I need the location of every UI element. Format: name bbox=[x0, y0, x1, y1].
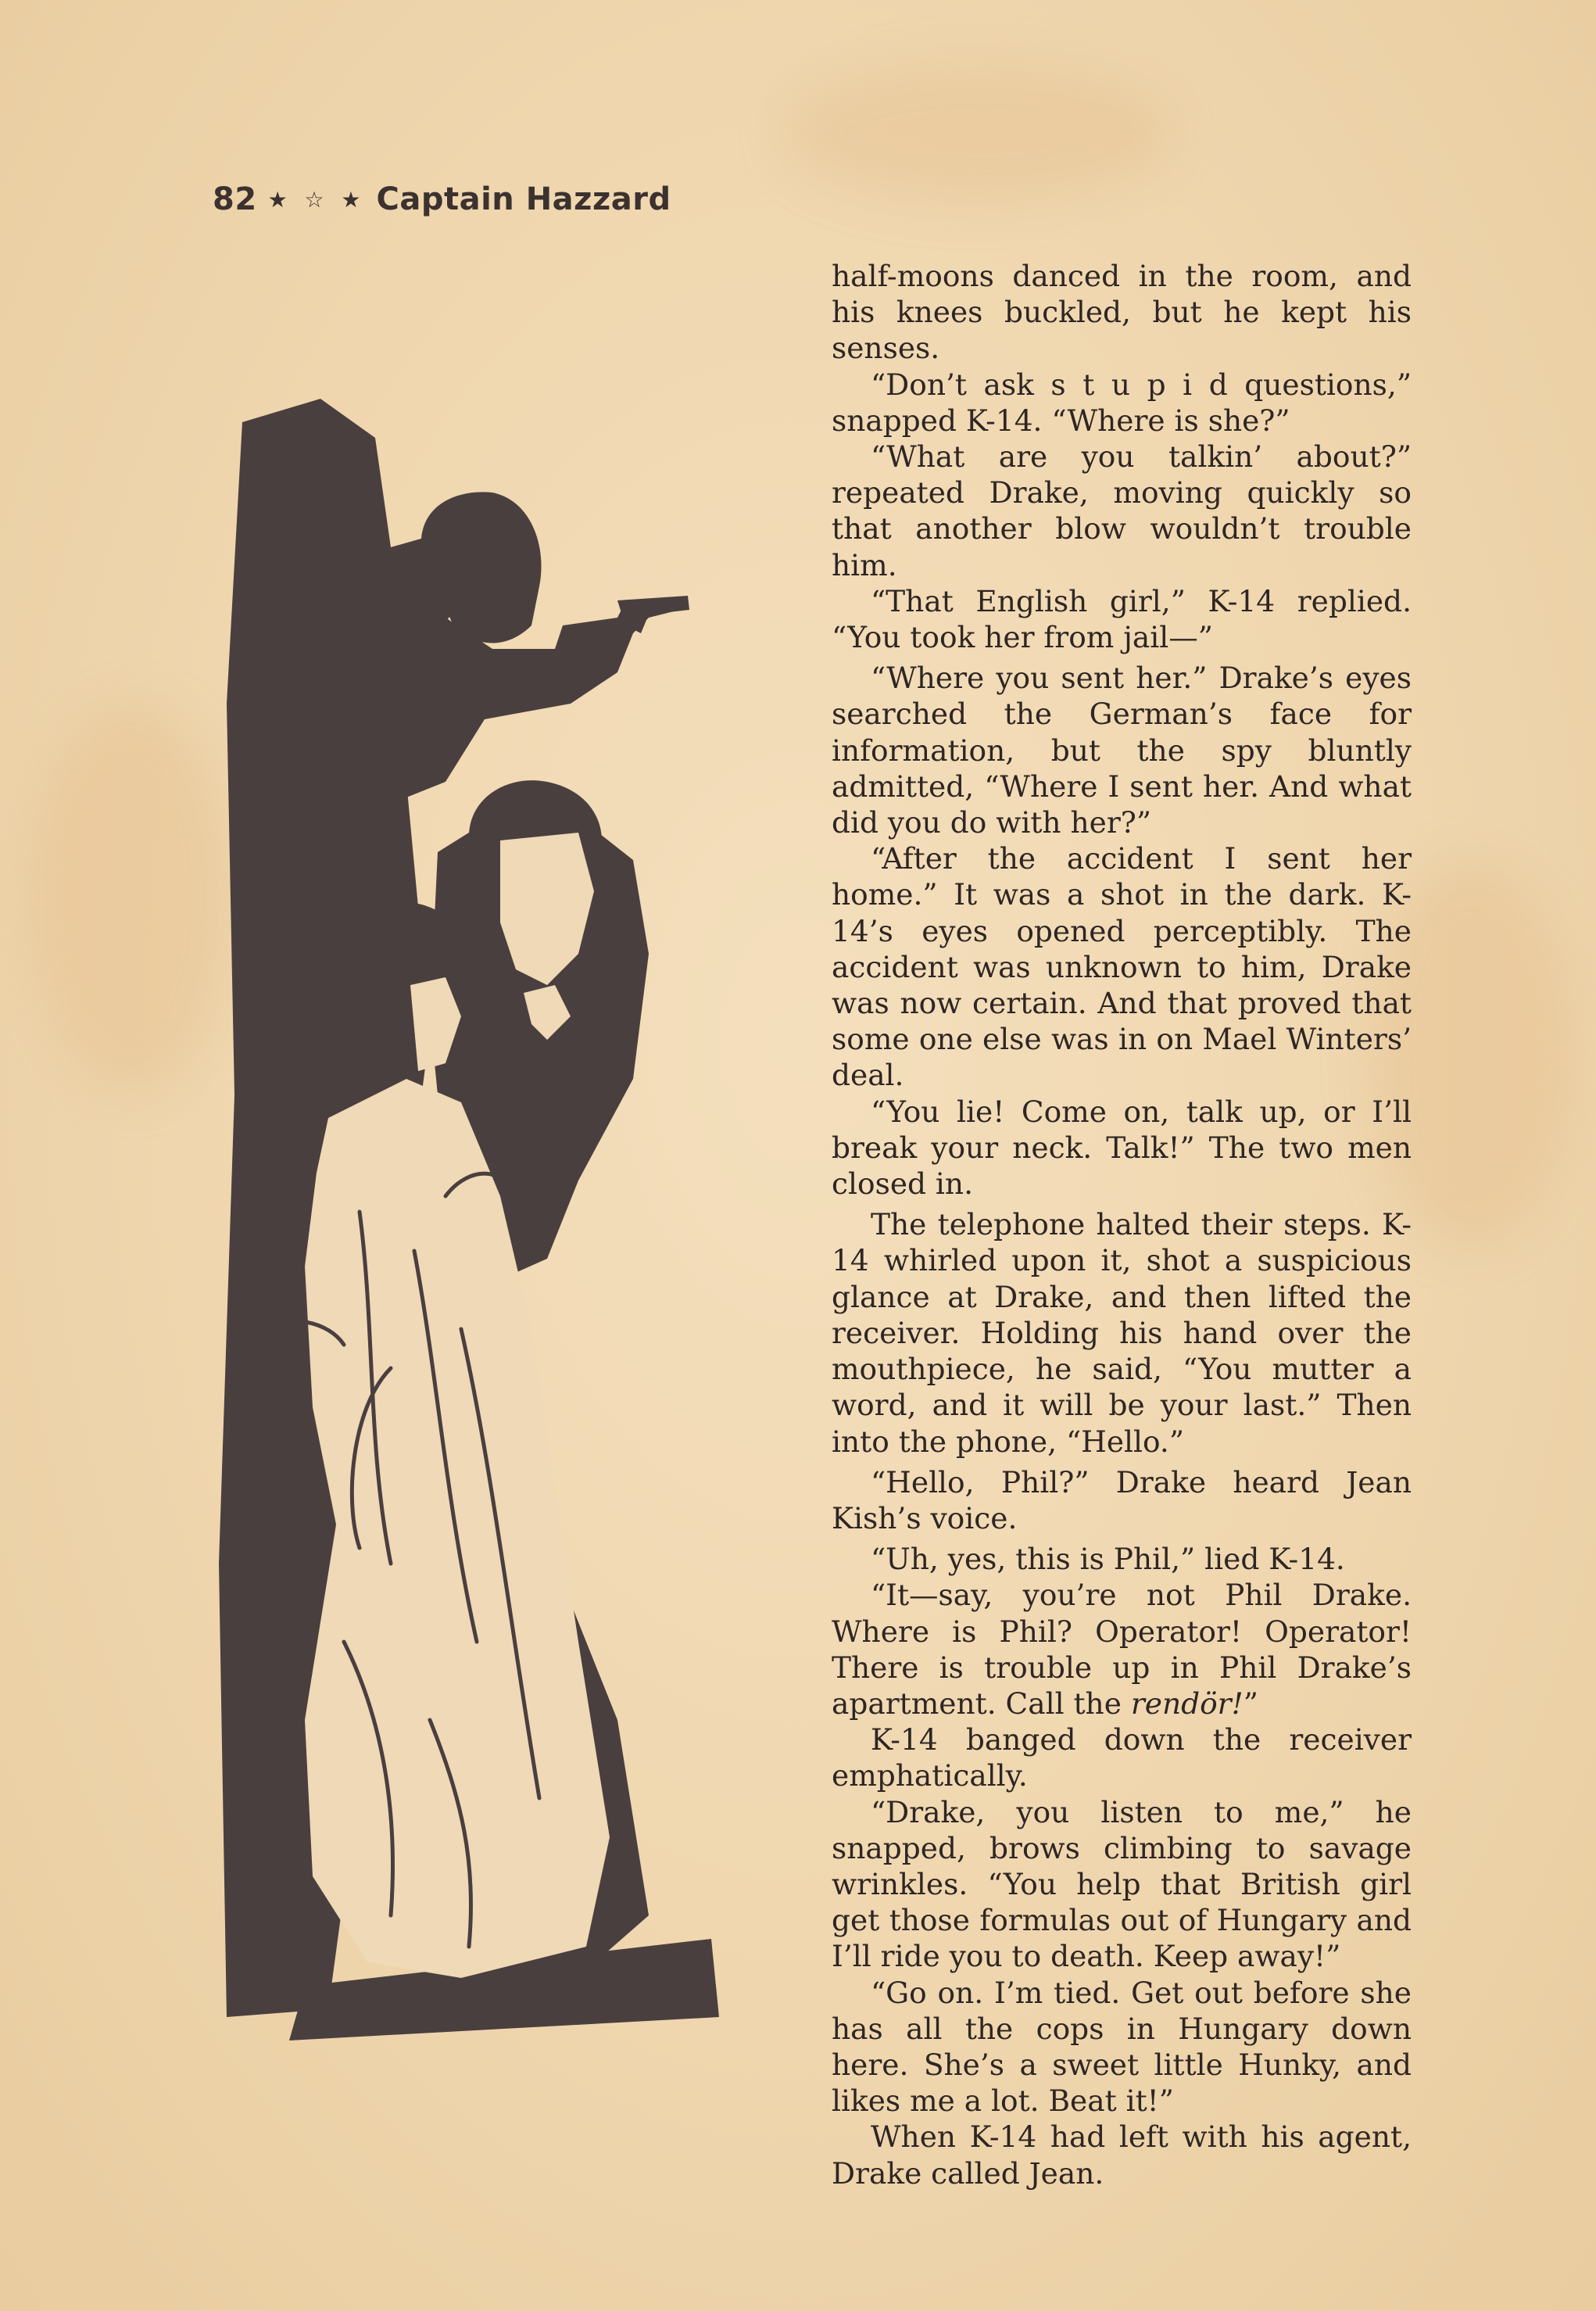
paragraph: “Hello, Phil?” Drake heard Jean Kish’s voice. bbox=[832, 1464, 1412, 1535]
paragraph-part: ” bbox=[1243, 1686, 1258, 1721]
paragraph: “What are you talkin’ about?” repeated Drake, moving quickly so that another blow wouldn’t trouble him. bbox=[832, 439, 1412, 582]
italic-word: rendör! bbox=[1130, 1686, 1244, 1721]
paragraph: “Don’t ask s t u p i d questions,” snapped K-14. “Where is she?” bbox=[832, 367, 1412, 438]
running-head bbox=[213, 181, 671, 217]
paragraph: The telephone halted their steps. K-14 whirled upon it, shot a suspicious glance at Drake, and then lifted the receiver. Holding his hand over the mouthpiece, he said, “You mutter a word, and it will be your last.” Then into the phone, “Hello.” bbox=[832, 1207, 1412, 1459]
paragraph: When K-14 had left with his agent, Drake called Jean. bbox=[832, 2119, 1412, 2191]
story-illustration bbox=[211, 391, 782, 2087]
story-text-column bbox=[832, 258, 1412, 2191]
paper-stain bbox=[782, 63, 1172, 203]
page-number: 82 bbox=[213, 181, 257, 217]
paragraph: “Uh, yes, this is Phil,” lied K-14. bbox=[871, 1542, 1345, 1577]
paragraph: “Drake, you listen to me,” he snapped, brows climbing to savage wrinkles. “You help that British girl get those formulas out of Hungary and I’ll ride you to death. Keep away!” bbox=[832, 1794, 1412, 1974]
paragraph: “That English girl,” K-14 replied. “You took her from jail—” bbox=[832, 583, 1412, 655]
paragraph: half-moons danced in the room, and his knees buckled, but he kept his senses. bbox=[832, 259, 1412, 366]
paragraph: K-14 banged down the receiver emphatically. bbox=[832, 1722, 1412, 1793]
paper-stain bbox=[31, 704, 234, 1095]
paragraph: “You lie! Come on, talk up, or I’ll break your neck. Talk!” The two men closed in. bbox=[832, 1094, 1412, 1202]
paragraph: “Go on. I’m tied. Get out before she has all the cops in Hungary down here. She’s a sweet little Hunky, and likes me a lot. Beat it!” bbox=[832, 1975, 1412, 2119]
magazine-title: Captain Hazzard bbox=[376, 181, 671, 217]
paragraph: “After the accident I sent her home.” It was a shot in the dark. K-14’s eyes opened perceptibly. The accident was unknown to him, Drake was now certain. And that proved that some one else was in on Mael Winters’ deal. bbox=[832, 841, 1412, 1093]
star-ornament: ★ ☆ ★ bbox=[267, 186, 366, 213]
paragraph-part: “It—say, you’re not Phil Drake. Where is Phil? Operator! Operator! There is trouble up in Phil Drake’s apartment. Call the bbox=[832, 1578, 1412, 1721]
paragraph: “Where you sent her.” Drake’s eyes searched the German’s face for information, but the spy bluntly admitted, “Where I sent her. And what did you do with her?” bbox=[832, 661, 1412, 840]
paragraph bbox=[832, 1577, 1412, 1722]
